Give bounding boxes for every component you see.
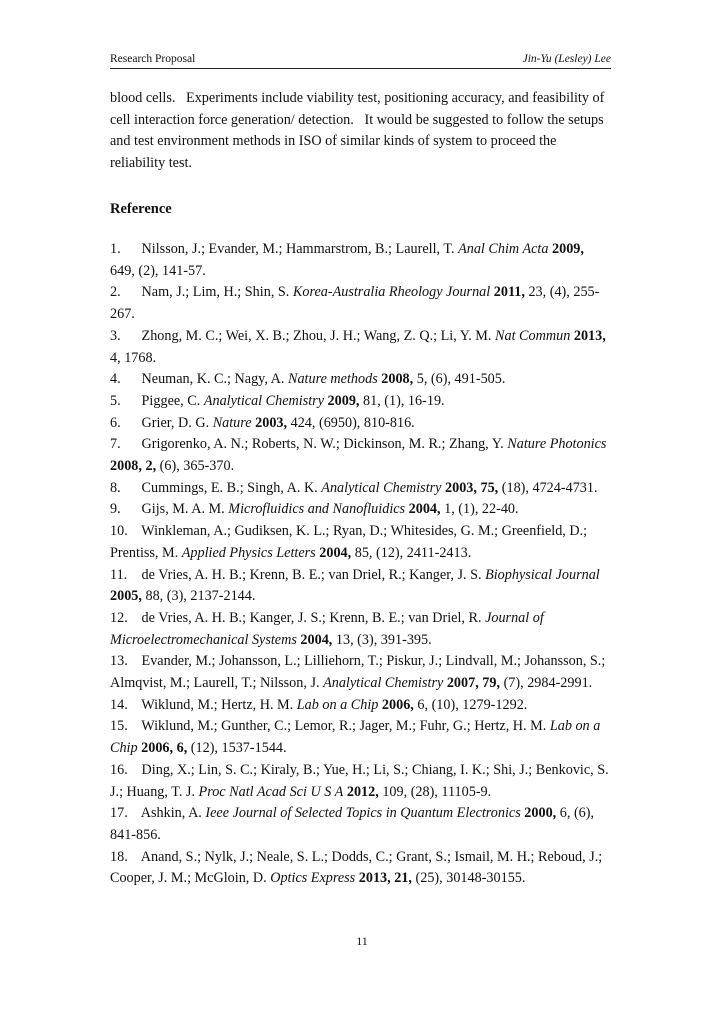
- reference-pages: (18), 4724-4731.: [501, 479, 598, 496]
- reference-year: 2011,: [493, 284, 525, 301]
- reference-year: 2008,: [381, 371, 414, 388]
- reference-number: 17.: [110, 805, 128, 822]
- reference-pages: (10), 1279-1292.: [431, 696, 528, 713]
- reference-pages: (12), 2411-2413.: [376, 544, 472, 561]
- reference-volume: 23,: [528, 284, 547, 301]
- reference-pages: (6950), 810-816.: [318, 414, 415, 431]
- reference-year: 2005,: [110, 588, 142, 605]
- reference-pages: (6), 491-505.: [430, 371, 506, 388]
- reference-item: [110, 369, 611, 391]
- reference-volume: 2,: [145, 458, 157, 475]
- reference-item: [110, 695, 611, 717]
- reference-pages: (6), 365-370.: [159, 458, 235, 475]
- reference-year: 2003,: [445, 479, 477, 496]
- reference-item: [110, 847, 611, 890]
- reference-pages: (1), 16-19.: [384, 392, 445, 409]
- reference-authors: de Vries, A. H. B.; Krenn, B. E.; van Driel, R.; Kanger, J. S.: [141, 566, 482, 583]
- reference-authors: Anand, S.; Nylk, J.; Neale, S. L.; Dodds, C.; Grant, S.; Ismail, M. H.; Reboud, J.; Cooper, J. M.; McGloin, D.: [110, 848, 603, 887]
- reference-year: 2007,: [446, 675, 479, 692]
- reference-volume: 4,: [110, 349, 121, 366]
- reference-journal: Lab on a Chip: [110, 718, 601, 757]
- reference-number: 16.: [110, 761, 128, 778]
- reference-item: [110, 478, 611, 500]
- reference-journal: Anal Chim Acta: [458, 241, 549, 257]
- reference-item: [110, 413, 611, 435]
- reference-number: 11.: [110, 566, 128, 583]
- reference-volume: 21,: [394, 870, 412, 887]
- reference-number: 4.: [110, 371, 121, 388]
- reference-authors: Neuman, K. C.; Nagy, A.: [141, 371, 285, 388]
- reference-year: 2004,: [300, 631, 333, 648]
- reference-year: 2006,: [141, 740, 174, 757]
- reference-number: 10.: [110, 523, 128, 540]
- reference-journal: Optics Express: [270, 870, 356, 887]
- reference-year: 2013,: [358, 870, 391, 887]
- reference-authors: Zhong, M. C.; Wei, X. B.; Zhou, J. H.; Wang, Z. Q.; Li, Y. M.: [141, 327, 492, 344]
- reference-volume: 1,: [444, 501, 455, 518]
- reference-volume: 5,: [416, 371, 428, 388]
- reference-item: [110, 521, 611, 564]
- reference-volume: 81,: [363, 392, 381, 409]
- reference-authors: Evander, M.; Johansson, L.; Lilliehorn, T.; Piskur, J.; Lindvall, M.; Johansson, S.; Almqvist, M.; Laurell, T.; Nilsson, J.: [110, 653, 606, 692]
- reference-number: 7.: [110, 436, 121, 453]
- reference-volume: 79,: [482, 675, 501, 692]
- reference-authors: Ashkin, A.: [140, 805, 202, 822]
- reference-heading: Reference: [110, 201, 172, 217]
- reference-volume: 424,: [290, 414, 316, 431]
- reference-pages: (4), 255-267.: [110, 284, 600, 323]
- reference-journal: Analytical Chemistry: [203, 392, 324, 409]
- reference-number: 9.: [110, 501, 121, 518]
- page-header: [110, 52, 611, 69]
- reference-authors: Nilsson, J.; Evander, M.; Hammarstrom, B.; Laurell, T.: [141, 241, 455, 257]
- reference-journal: Proc Natl Acad Sci U S A: [198, 783, 344, 800]
- page-number: 11: [356, 934, 368, 948]
- reference-journal: Microfluidics and Nanofluidics: [228, 501, 406, 518]
- reference-number: 5.: [110, 392, 121, 409]
- reference-year: 2012,: [346, 783, 379, 800]
- reference-authors: Ding, X.; Lin, S. C.; Kiraly, B.; Yue, H.; Li, S.; Chiang, I. K.; Shi, J.; Benkovic, S. J.; Huang, T. J.: [110, 761, 609, 800]
- reference-year: 2013,: [573, 327, 606, 344]
- reference-authors: Cummings, E. B.; Singh, A. K.: [141, 479, 318, 496]
- reference-item: [110, 326, 611, 369]
- reference-item: [110, 760, 611, 803]
- reference-item: [110, 499, 611, 521]
- reference-authors: Grigorenko, A. N.; Roberts, N. W.; Dickinson, M. R.; Zhang, Y.: [141, 436, 504, 453]
- reference-authors: Nam, J.; Lim, H.; Shin, S.: [141, 284, 290, 301]
- reference-journal: Korea-Australia Rheology Journal: [292, 284, 491, 301]
- reference-number: 6.: [110, 414, 121, 431]
- reference-authors: Winkleman, A.; Gudiksen, K. L.; Ryan, D.; Whitesides, G. M.; Greenfield, D.; Prentiss, M.: [110, 523, 588, 561]
- reference-pages: (1), 22-40.: [458, 501, 519, 518]
- reference-volume: 85,: [354, 544, 373, 561]
- reference-volume: 6,: [559, 805, 571, 822]
- reference-authors: de Vries, A. H. B.; Kanger, J. S.; Krenn, B. E.; van Driel, R.: [141, 609, 482, 626]
- reference-number: 3.: [110, 327, 121, 344]
- reference-year: 2009,: [552, 241, 584, 257]
- reference-volume: 75,: [480, 479, 499, 496]
- header-author: Jin-Yu (Lesley) Lee: [522, 53, 611, 65]
- reference-pages: (7), 2984-2991.: [503, 675, 593, 692]
- reference-journal: Analytical Chemistry: [323, 675, 444, 692]
- reference-list: [110, 239, 611, 890]
- reference-year: 2009,: [327, 392, 360, 409]
- reference-item: [110, 391, 611, 413]
- reference-journal: Nature Photonics: [507, 436, 607, 453]
- body-paragraph-block: [110, 88, 611, 174]
- reference-number: 2.: [110, 284, 121, 301]
- reference-volume: 6,: [417, 696, 429, 713]
- reference-authors: Piggee, C.: [141, 392, 201, 409]
- reference-item: [110, 651, 611, 694]
- reference-volume: 6,: [176, 740, 188, 757]
- reference-number: 14.: [110, 696, 128, 713]
- reference-authors: Wiklund, M.; Gunther, C.; Lemor, R.; Jager, M.; Fuhr, G.; Hertz, H. M.: [141, 718, 547, 735]
- reference-volume: 13,: [335, 631, 354, 648]
- reference-journal: Nature: [212, 414, 252, 431]
- reference-journal: Analytical Chemistry: [321, 479, 442, 496]
- reference-pages: 1768.: [124, 349, 157, 366]
- reference-pages: (3), 2137-2144.: [166, 588, 256, 605]
- header-left-title: Research Proposal: [110, 53, 196, 65]
- reference-pages: (12), 1537-1544.: [190, 740, 287, 757]
- reference-volume: 109,: [382, 783, 408, 800]
- reference-pages: (25), 30148-30155.: [415, 870, 526, 887]
- reference-journal: Nat Commun: [495, 327, 571, 344]
- reference-journal: Biophysical Journal: [485, 566, 600, 583]
- reference-pages: (28), 11105-9.: [410, 783, 492, 800]
- reference-year: 2008,: [110, 458, 142, 475]
- reference-number: 8.: [110, 479, 121, 496]
- reference-year: 2004,: [319, 544, 352, 561]
- reference-number: 13.: [110, 653, 128, 670]
- reference-journal: Ieee Journal of Selected Topics in Quantum Electronics: [205, 805, 521, 822]
- reference-volume: 649,: [110, 262, 135, 279]
- reference-item: [110, 803, 611, 846]
- reference-year: 2004,: [408, 501, 441, 518]
- reference-year: 2003,: [255, 414, 288, 431]
- reference-item: [110, 565, 611, 608]
- reference-number: 15.: [110, 718, 128, 735]
- reference-journal: Lab on a Chip: [296, 696, 379, 713]
- reference-journal: Journal of Microelectromechanical Systems: [110, 609, 544, 648]
- reference-pages: (2), 141-57.: [138, 262, 206, 279]
- reference-number: 18.: [110, 848, 128, 865]
- reference-item: [110, 282, 611, 325]
- reference-number: 1.: [110, 241, 121, 257]
- reference-authors: Wiklund, M.; Hertz, H. M.: [141, 696, 294, 713]
- reference-year: 2000,: [524, 805, 557, 822]
- reference-authors: Gijs, M. A. M.: [141, 501, 225, 518]
- reference-journal: Applied Physics Letters: [181, 544, 316, 561]
- reference-number: 12.: [110, 609, 128, 626]
- reference-item: [110, 239, 611, 282]
- reference-year: 2006,: [381, 696, 414, 713]
- reference-journal: Nature methods: [288, 371, 378, 388]
- reference-item: [110, 434, 611, 477]
- reference-volume: 88,: [145, 588, 164, 605]
- reference-authors: Grier, D. G.: [141, 414, 210, 431]
- reference-pages: (3), 391-395.: [357, 631, 432, 648]
- body-paragraph: blood cells. Experiments include viability test, positioning accuracy, and feasibility of cell interaction force generation/ detection. It would be suggested to follow the setups and test environment methods in ISO of similar kinds of system to proceed the reliability test.: [110, 90, 608, 171]
- reference-item: [110, 608, 611, 651]
- reference-item: [110, 716, 611, 759]
- reference-pages: (6), 841-856.: [110, 805, 595, 843]
